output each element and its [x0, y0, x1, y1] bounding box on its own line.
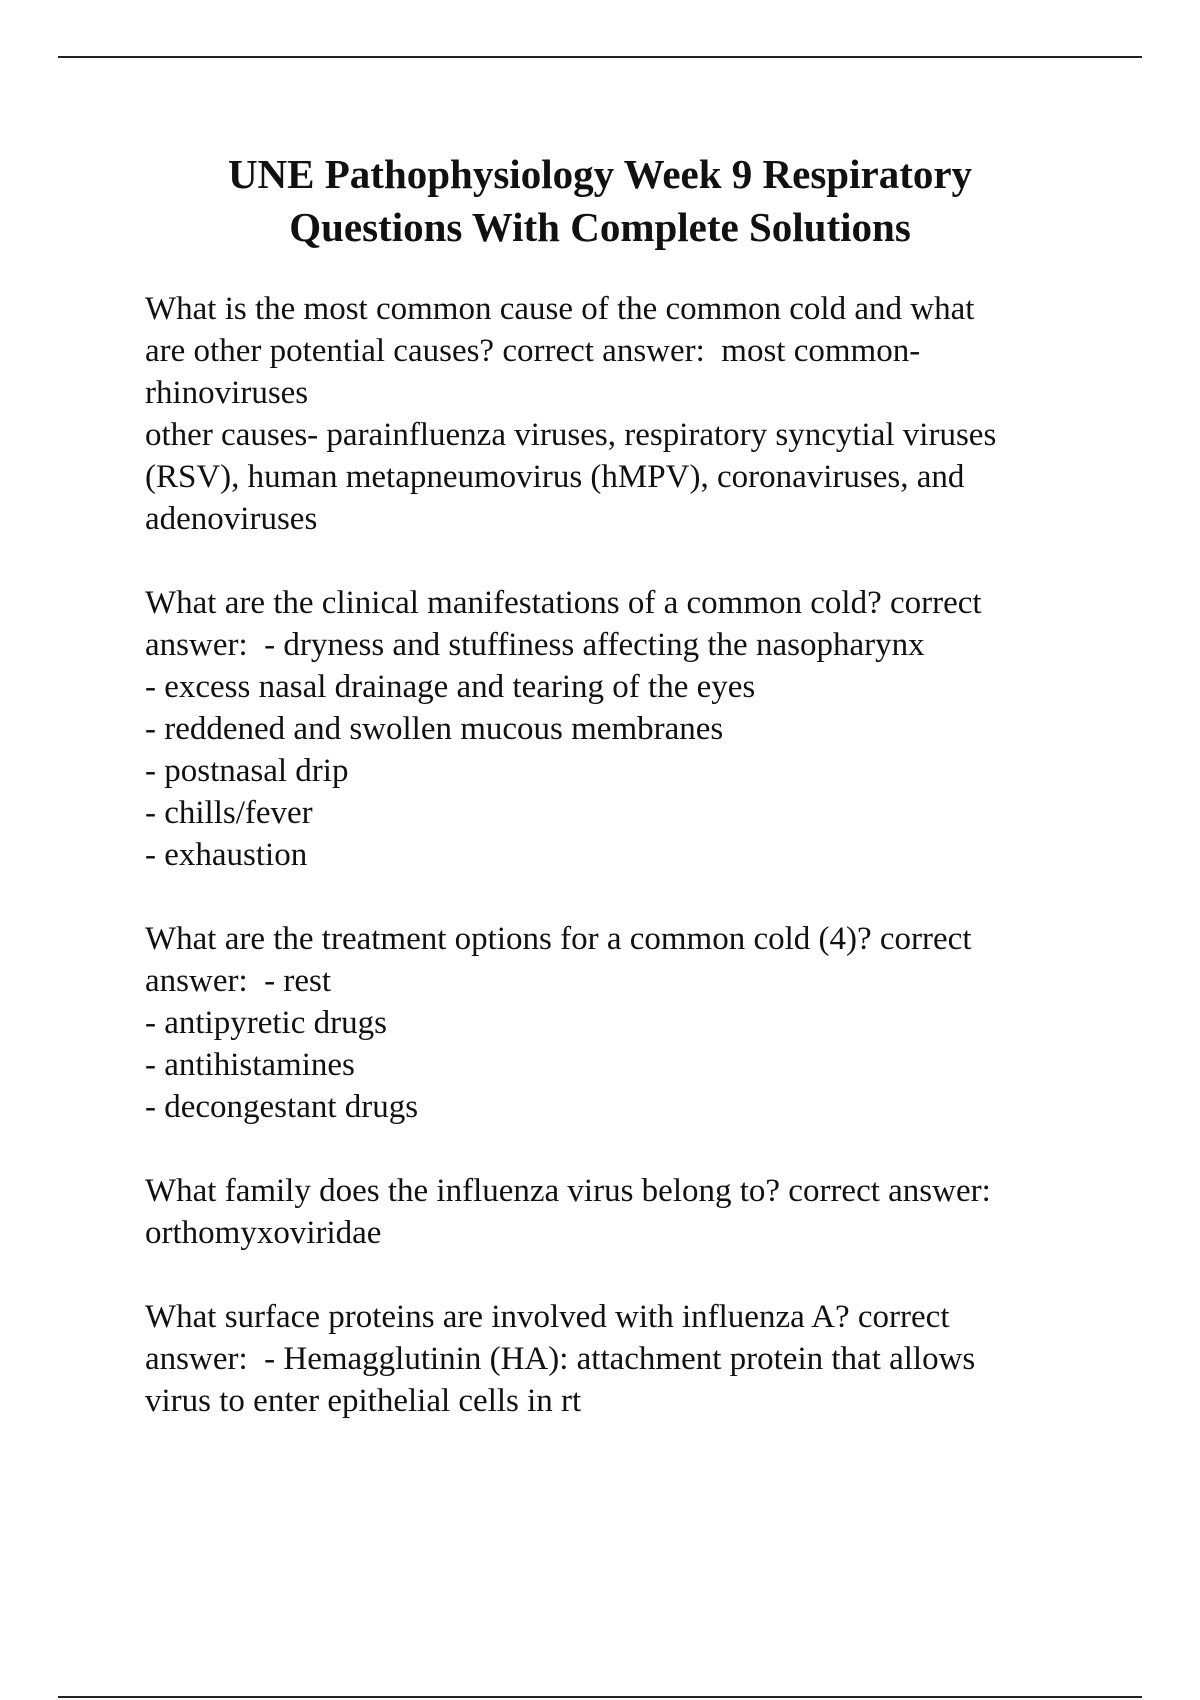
- qa-content: [145, 288, 1105, 1464]
- text-line: - antipyretic drugs: [145, 1005, 387, 1041]
- qa-paragraph: [145, 1296, 1105, 1422]
- document-title: [100, 148, 1100, 254]
- text-line: What are the treatment options for a common cold (4)? correct: [145, 921, 972, 957]
- top-rule: [58, 56, 1142, 58]
- qa-item-clinical-manifestations: [145, 582, 1105, 876]
- text-line: answer: - rest: [145, 963, 332, 999]
- text-line: What family does the influenza virus belong to? correct answer:: [145, 1173, 991, 1209]
- text-line: What is the most common cause of the common cold and what: [145, 291, 975, 327]
- text-line: virus to enter epithelial cells in rt: [145, 1383, 582, 1419]
- qa-paragraph: [145, 1170, 1105, 1254]
- text-line: - chills/fever: [145, 795, 313, 831]
- qa-item-influenza-family: [145, 1170, 1105, 1254]
- text-line: - excess nasal drainage and tearing of the eyes: [145, 669, 756, 705]
- text-line: What are the clinical manifestations of a common cold? correct: [145, 585, 982, 621]
- qa-item-surface-proteins: [145, 1296, 1105, 1422]
- bottom-rule: [58, 1696, 1142, 1698]
- title-line-1: UNE Pathophysiology Week 9 Respiratory: [227, 151, 973, 197]
- qa-item-common-cold-causes: [145, 288, 1105, 540]
- qa-paragraph: [145, 582, 1105, 876]
- text-line: answer: - Hemagglutinin (HA): attachment protein that allows: [145, 1341, 976, 1377]
- text-line: are other potential causes? correct answer: most common-: [145, 333, 921, 369]
- qa-paragraph: [145, 288, 1105, 540]
- qa-item-treatment-options: [145, 918, 1105, 1128]
- text-line: answer: - dryness and stuffiness affecting the nasopharynx: [145, 627, 925, 663]
- qa-paragraph: [145, 918, 1105, 1128]
- text-line: - reddened and swollen mucous membranes: [145, 711, 724, 747]
- title-line-2: Questions With Complete Solutions: [289, 204, 911, 250]
- text-line: - postnasal drip: [145, 753, 349, 789]
- text-line: other causes- parainfluenza viruses, respiratory syncytial viruses: [145, 417, 997, 453]
- text-line: - exhaustion: [145, 837, 308, 873]
- text-line: orthomyxoviridae: [145, 1215, 382, 1251]
- text-line: adenoviruses: [145, 501, 318, 537]
- text-line: rhinoviruses: [145, 375, 309, 411]
- text-line: What surface proteins are involved with influenza A? correct: [145, 1299, 950, 1335]
- text-line: - antihistamines: [145, 1047, 355, 1083]
- text-line: (RSV), human metapneumovirus (hMPV), coronaviruses, and: [145, 459, 965, 495]
- text-line: - decongestant drugs: [145, 1089, 419, 1125]
